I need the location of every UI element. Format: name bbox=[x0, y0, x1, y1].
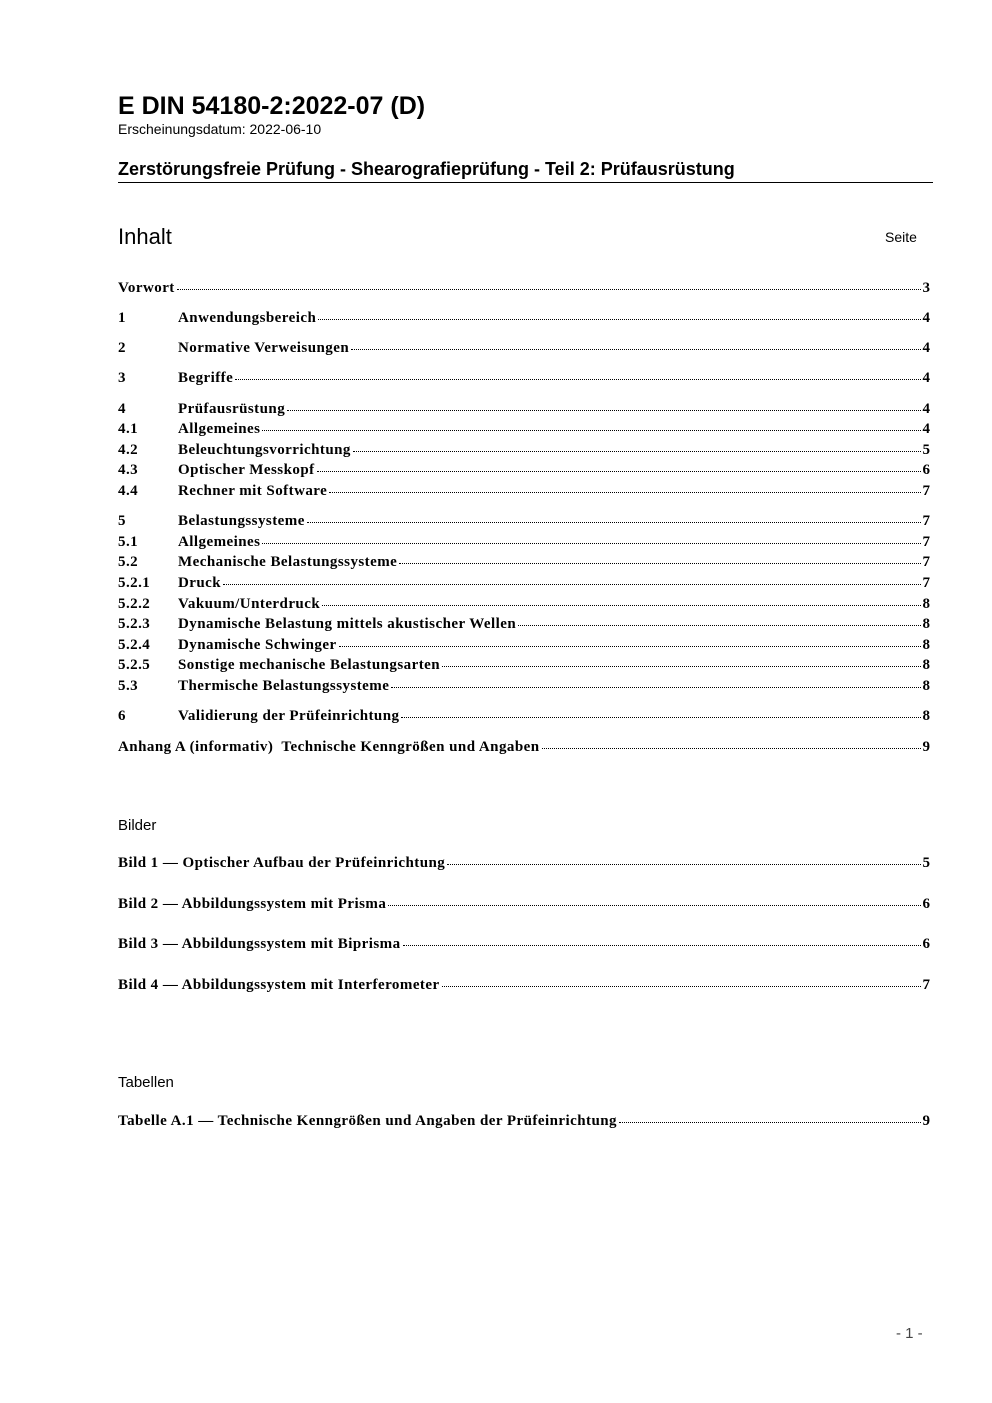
table-entry-page: 9 bbox=[922, 1113, 930, 1129]
figure-entry-text: Bild 3 — Abbildungssystem mit Biprisma bbox=[118, 936, 401, 952]
toc-entry-page: 4 bbox=[922, 310, 930, 326]
toc-entry-number: 5.2.1 bbox=[118, 575, 151, 591]
toc-entry-page: 7 bbox=[922, 483, 930, 499]
figure-entry-page: 6 bbox=[922, 936, 930, 952]
figure-entry-page: 7 bbox=[922, 977, 930, 993]
toc-entry-text: Optischer Messkopf bbox=[178, 462, 315, 478]
toc-entry-text: Mechanische Belastungssysteme bbox=[178, 554, 398, 570]
toc-entry-page: 4 bbox=[922, 421, 930, 437]
toc-entry-page: 8 bbox=[922, 596, 930, 612]
toc-leader bbox=[235, 379, 920, 380]
toc-entry-text: Beleuchtungsvorrichtung bbox=[178, 442, 351, 458]
figure-entry-page: 5 bbox=[922, 855, 930, 871]
toc-leader bbox=[177, 289, 921, 290]
toc-entry-text: Anhang A (informativ) Technische Kenngrößen und Angaben bbox=[118, 739, 540, 755]
toc-entry-text: Dynamische Belastung mittels akustischer Wellen bbox=[178, 616, 517, 632]
toc-leader bbox=[388, 905, 920, 906]
table-entry-text: Tabelle A.1 — Technische Kenngrößen und Angaben der Prüfeinrichtung bbox=[118, 1113, 617, 1129]
toc-entry-page: 5 bbox=[922, 442, 930, 458]
toc-entry-page: 7 bbox=[922, 554, 930, 570]
toc-leader bbox=[317, 471, 921, 472]
toc-entry-text: Prüfausrüstung bbox=[178, 401, 286, 417]
toc-entry-text: Begriffe bbox=[178, 370, 234, 386]
toc-leader bbox=[391, 687, 920, 688]
toc-leader bbox=[287, 410, 920, 411]
toc-entry-text: Normative Verweisungen bbox=[178, 340, 350, 356]
toc-entry-page: 7 bbox=[922, 575, 930, 591]
document-id: E DIN 54180-2:2022-07 (D) bbox=[118, 92, 426, 120]
toc-entry-page: 9 bbox=[922, 739, 930, 755]
toc-entry-page: 7 bbox=[922, 513, 930, 529]
toc-entry-number: 4.4 bbox=[118, 483, 139, 499]
toc-entry-5-3[interactable] bbox=[118, 678, 930, 698]
toc-leader bbox=[262, 543, 920, 544]
toc-entry-number: 5.2.5 bbox=[118, 657, 151, 673]
toc-entry-5-2-4[interactable] bbox=[118, 637, 930, 657]
toc-entry-number: 5 bbox=[118, 513, 126, 529]
document-title: Zerstörungsfreie Prüfung - Shearografieprüfung - Teil 2: Prüfausrüstung bbox=[118, 159, 735, 179]
figure-entry-3[interactable] bbox=[118, 936, 930, 956]
toc-entry-5-2-1[interactable] bbox=[118, 575, 930, 595]
toc-entry-vorwort[interactable] bbox=[118, 280, 930, 300]
title-rule bbox=[118, 182, 933, 183]
toc-entry-text: Vorwort bbox=[118, 280, 175, 296]
toc-leader bbox=[442, 666, 920, 667]
toc-entry-text: Sonstige mechanische Belastungsarten bbox=[178, 657, 441, 673]
figure-entry-2[interactable] bbox=[118, 896, 930, 916]
toc-entry-5-1[interactable] bbox=[118, 534, 930, 554]
toc-entry-text: Allgemeines bbox=[178, 534, 261, 550]
toc-entry-page: 6 bbox=[922, 462, 930, 478]
toc-entry-page: 8 bbox=[922, 637, 930, 653]
toc-leader bbox=[339, 646, 921, 647]
toc-entry-page: 4 bbox=[922, 401, 930, 417]
toc-entry-5-2-2[interactable] bbox=[118, 596, 930, 616]
toc-entry-number: 4.2 bbox=[118, 442, 139, 458]
toc-leader bbox=[351, 349, 920, 350]
toc-entry-text: Thermische Belastungssysteme bbox=[178, 678, 390, 694]
page-number: - 1 - bbox=[896, 1325, 923, 1342]
toc-entry-1[interactable] bbox=[118, 310, 930, 330]
toc-entry-text: Vakuum/Unterdruck bbox=[178, 596, 321, 612]
toc-entry-page: 8 bbox=[922, 678, 930, 694]
figure-entry-1[interactable] bbox=[118, 855, 930, 875]
toc-entry-text: Allgemeines bbox=[178, 421, 261, 437]
toc-entry-text: Dynamische Schwinger bbox=[178, 637, 337, 653]
toc-entry-4-1[interactable] bbox=[118, 421, 930, 441]
toc-entry-number: 5.3 bbox=[118, 678, 139, 694]
toc-leader bbox=[322, 605, 920, 606]
toc-entry-5-2[interactable] bbox=[118, 554, 930, 574]
toc-leader bbox=[518, 625, 920, 626]
toc-entry-page: 8 bbox=[922, 616, 930, 632]
toc-leader bbox=[329, 492, 920, 493]
toc-leader bbox=[262, 430, 920, 431]
table-entry-a1[interactable] bbox=[118, 1113, 930, 1133]
toc-entry-text: Druck bbox=[178, 575, 222, 591]
toc-entry-number: 4 bbox=[118, 401, 126, 417]
toc-entry-page: 7 bbox=[922, 534, 930, 550]
toc-leader bbox=[447, 864, 920, 865]
figure-entry-page: 6 bbox=[922, 896, 930, 912]
toc-leader bbox=[403, 945, 921, 946]
toc-page-label: Seite bbox=[885, 229, 917, 245]
toc-entry-number: 5.2.3 bbox=[118, 616, 151, 632]
toc-leader bbox=[401, 717, 920, 718]
toc-leader bbox=[442, 986, 921, 987]
toc-leader bbox=[223, 584, 920, 585]
toc-entry-4-3[interactable] bbox=[118, 462, 930, 482]
toc-entry-text: Anwendungsbereich bbox=[178, 310, 317, 326]
toc-entry-text: Belastungssysteme bbox=[178, 513, 305, 529]
toc-entry-3[interactable] bbox=[118, 370, 930, 390]
toc-entry-4-2[interactable] bbox=[118, 442, 930, 462]
toc-entry-number: 4.1 bbox=[118, 421, 139, 437]
toc-entry-page: 8 bbox=[922, 657, 930, 673]
toc-entry-number: 5.2 bbox=[118, 554, 139, 570]
toc-entry-page: 8 bbox=[922, 708, 930, 724]
figure-entry-text: Bild 4 — Abbildungssystem mit Interferometer bbox=[118, 977, 440, 993]
toc-entry-4-4[interactable] bbox=[118, 483, 930, 503]
toc-entry-number: 5.1 bbox=[118, 534, 139, 550]
toc-entry-text: Validierung der Prüfeinrichtung bbox=[178, 708, 400, 724]
toc-entry-anhang-a[interactable] bbox=[118, 739, 930, 759]
toc-entry-5-2-3[interactable] bbox=[118, 616, 930, 636]
toc-heading: Inhalt bbox=[118, 224, 172, 249]
figures-heading: Bilder bbox=[118, 817, 157, 834]
toc-entry-number: 1 bbox=[118, 310, 126, 326]
toc-entry-number: 5.2.2 bbox=[118, 596, 151, 612]
toc-leader bbox=[307, 522, 921, 523]
toc-entry-page: 4 bbox=[922, 340, 930, 356]
tables-heading: Tabellen bbox=[118, 1074, 174, 1091]
publication-date: Erscheinungsdatum: 2022-06-10 bbox=[118, 121, 322, 137]
toc-entry-number: 2 bbox=[118, 340, 126, 356]
toc-leader bbox=[619, 1122, 921, 1123]
toc-entry-text: Rechner mit Software bbox=[178, 483, 328, 499]
toc-leader bbox=[318, 319, 920, 320]
toc-entry-number: 3 bbox=[118, 370, 126, 386]
toc-entry-number: 5.2.4 bbox=[118, 637, 151, 653]
figure-entry-4[interactable] bbox=[118, 977, 930, 997]
toc-leader bbox=[542, 748, 921, 749]
toc-entry-2[interactable] bbox=[118, 340, 930, 360]
toc-entry-6[interactable] bbox=[118, 708, 930, 728]
toc-entry-page: 3 bbox=[922, 280, 930, 296]
toc-entry-4[interactable] bbox=[118, 401, 930, 421]
toc-entry-5[interactable] bbox=[118, 513, 930, 533]
toc-entry-5-2-5[interactable] bbox=[118, 657, 930, 677]
figure-entry-text: Bild 1 — Optischer Aufbau der Prüfeinrichtung bbox=[118, 855, 446, 871]
toc-leader bbox=[353, 451, 921, 452]
figure-entry-text: Bild 2 — Abbildungssystem mit Prisma bbox=[118, 896, 387, 912]
toc-entry-number: 6 bbox=[118, 708, 126, 724]
toc-leader bbox=[399, 563, 920, 564]
toc-entry-page: 4 bbox=[922, 370, 930, 386]
toc-entry-number: 4.3 bbox=[118, 462, 139, 478]
